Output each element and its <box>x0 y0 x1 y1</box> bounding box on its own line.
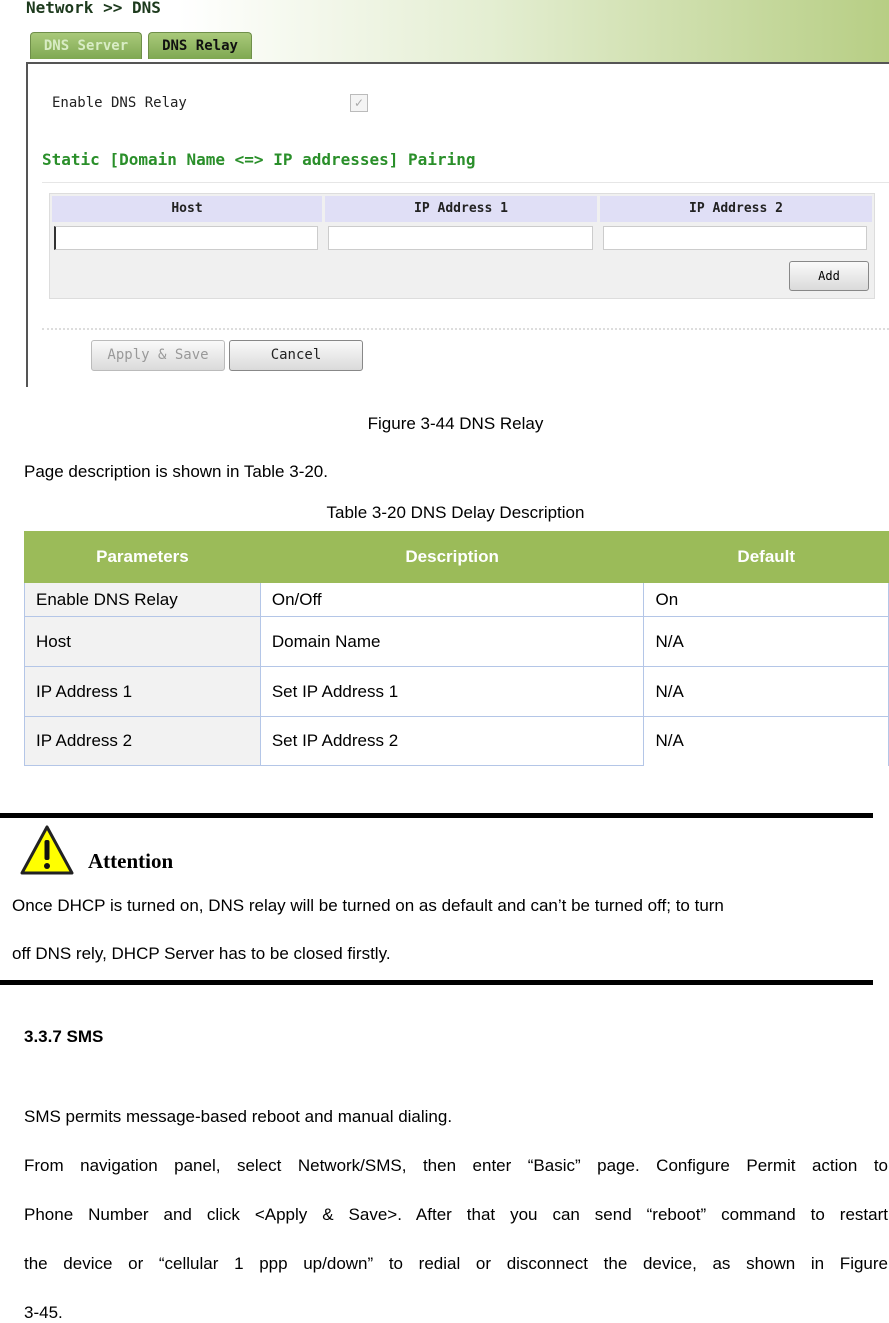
column-ip1: IP Address 1 <box>325 196 597 222</box>
warning-icon <box>20 824 74 876</box>
cancel-button[interactable]: Cancel <box>229 340 363 371</box>
paragraph-line: 3-45. <box>24 1303 63 1322</box>
attention-line-2: off DNS rely, DHCP Server has to be closed firstly. <box>12 944 391 963</box>
host-input[interactable] <box>54 226 318 250</box>
intro-text: Page description is shown in Table 3-20. <box>24 462 328 481</box>
cell: On/Off <box>260 583 644 617</box>
breadcrumb: Network >> DNS <box>26 0 161 17</box>
column-host: Host <box>52 196 322 222</box>
section-heading: 3.3.7 SMS <box>24 1027 104 1046</box>
cell: Domain Name <box>260 617 644 667</box>
header-description: Description <box>260 532 644 583</box>
add-button[interactable]: Add <box>789 261 869 291</box>
figure-caption: Figure 3-44 DNS Relay <box>367 414 544 433</box>
ip-address-1-input[interactable] <box>328 226 593 250</box>
section-title: Static [Domain Name <=> IP addresses] Pairing <box>42 150 476 169</box>
cell: Set IP Address 1 <box>260 667 644 717</box>
table-row <box>25 617 889 667</box>
table-row <box>25 717 889 766</box>
cell: IP Address 2 <box>25 717 261 766</box>
enable-dns-relay-label: Enable DNS Relay <box>52 95 187 111</box>
apply-save-button[interactable]: Apply & Save <box>91 340 225 371</box>
paragraph-line: Phone Number and click <Apply & Save>. After that you can send “reboot” command to restart <box>24 1205 888 1224</box>
paragraph-line: the device or “cellular 1 ppp up/down” to redial or disconnect the device, as shown in Figure <box>24 1254 888 1273</box>
tab-dns-server[interactable]: DNS Server <box>30 32 142 59</box>
table-row <box>25 583 889 617</box>
cell: On <box>644 583 889 617</box>
table-row <box>25 667 889 717</box>
enable-dns-relay-checkbox[interactable]: ✓ <box>350 94 368 112</box>
cell: N/A <box>644 667 889 717</box>
cell: IP Address 1 <box>25 667 261 717</box>
header-default: Default <box>644 532 889 583</box>
description-table <box>24 531 889 766</box>
attention-bottom-rule <box>0 980 873 985</box>
attention-line-1: Once DHCP is turned on, DNS relay will be turned on as default and can’t be turned off; to turn <box>12 896 724 915</box>
cell: N/A <box>644 617 889 667</box>
cell: Host <box>25 617 261 667</box>
column-ip2: IP Address 2 <box>600 196 872 222</box>
attention-top-rule <box>0 813 873 818</box>
paragraph-line: SMS permits message-based reboot and manual dialing. <box>24 1107 453 1126</box>
table-caption: Table 3-20 DNS Delay Description <box>326 503 585 522</box>
cell: N/A <box>644 717 889 766</box>
paragraph-line: From navigation panel, select Network/SMS, then enter “Basic” page. Configure Permit action to <box>24 1156 888 1175</box>
cell: Set IP Address 2 <box>260 717 644 766</box>
cell: Enable DNS Relay <box>25 583 261 617</box>
attention-title: Attention <box>88 849 174 873</box>
ip-address-2-input[interactable] <box>603 226 867 250</box>
tab-dns-relay[interactable]: DNS Relay <box>148 32 252 59</box>
dotted-divider <box>42 328 889 330</box>
divider <box>42 182 889 183</box>
header-parameters: Parameters <box>25 532 261 583</box>
